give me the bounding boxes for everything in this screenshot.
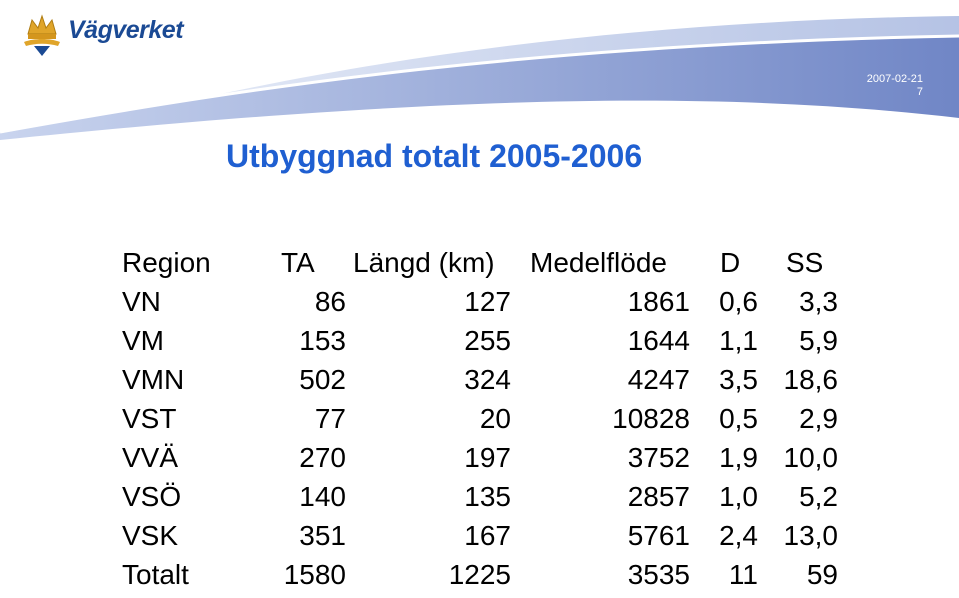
brand-logo-text: Vägverket: [68, 16, 184, 44]
crown-logo-icon: [20, 12, 64, 56]
cell-length: 127: [464, 286, 511, 317]
column-header-ta: TA: [281, 247, 315, 278]
cell-flow: 1644: [627, 325, 690, 356]
table-row: [0, 480, 959, 520]
cell-flow: 3535: [627, 559, 690, 590]
cell-ss: 13,0: [783, 520, 838, 551]
cell-ta: 153: [299, 325, 346, 356]
cell-region: VM: [122, 325, 164, 356]
column-header-flow: Medelflöde: [530, 247, 667, 278]
table-row: [0, 363, 959, 403]
cell-d: 2,4: [719, 520, 758, 551]
cell-region: VST: [122, 403, 177, 434]
cell-length: 324: [464, 364, 511, 395]
table-row: [0, 285, 959, 325]
cell-flow: 2857: [627, 481, 690, 512]
cell-ss: 10,0: [783, 442, 838, 473]
table-header-row: [0, 246, 959, 286]
column-header-length: Längd (km): [353, 247, 495, 278]
cell-region: VSÖ: [122, 481, 182, 512]
cell-length: 20: [479, 403, 511, 434]
cell-length: 197: [464, 442, 511, 473]
page-title: Utbyggnad totalt 2005-2006: [226, 138, 643, 174]
cell-flow: 4247: [627, 364, 690, 395]
cell-length: 1225: [448, 559, 511, 590]
cell-region: Totalt: [122, 559, 189, 590]
cell-ss: 59: [806, 559, 838, 590]
cell-ta: 1580: [283, 559, 346, 590]
cell-flow: 5761: [627, 520, 690, 551]
cell-ta: 351: [299, 520, 346, 551]
cell-ss: 5,9: [799, 325, 838, 356]
cell-ss: 2,9: [799, 403, 838, 434]
table-row: [0, 558, 959, 598]
table-row: [0, 324, 959, 364]
column-header-ss: SS: [786, 247, 824, 278]
cell-flow: 10828: [612, 403, 690, 434]
cell-region: VMN: [122, 364, 185, 395]
cell-d: 0,5: [719, 403, 758, 434]
table-row: [0, 519, 959, 559]
slide-date: 2007-02-21: [866, 73, 923, 85]
cell-ta: 77: [314, 403, 346, 434]
column-header-region: Region: [122, 247, 211, 278]
cell-region: VSK: [122, 520, 179, 551]
cell-ta: 502: [299, 364, 346, 395]
cell-region: VVÄ: [122, 442, 179, 473]
cell-ss: 3,3: [799, 286, 838, 317]
cell-d: 3,5: [719, 364, 758, 395]
cell-ss: 18,6: [783, 364, 838, 395]
cell-ta: 86: [314, 286, 346, 317]
cell-ta: 270: [299, 442, 346, 473]
cell-flow: 3752: [627, 442, 690, 473]
cell-length: 167: [464, 520, 511, 551]
cell-d: 1,1: [719, 325, 758, 356]
cell-region: VN: [122, 286, 161, 317]
cell-length: 255: [464, 325, 511, 356]
table-row: [0, 402, 959, 442]
cell-d: 1,0: [719, 481, 758, 512]
cell-length: 135: [464, 481, 511, 512]
cell-d: 11: [728, 559, 758, 590]
cell-d: 1,9: [719, 442, 758, 473]
cell-ss: 5,2: [799, 481, 838, 512]
cell-flow: 1861: [627, 286, 690, 317]
slide-page-number: 7: [916, 86, 923, 98]
cell-ta: 140: [299, 481, 346, 512]
header-banner: [0, 0, 959, 140]
table-row: [0, 441, 959, 481]
column-header-d: D: [720, 247, 741, 278]
cell-d: 0,6: [719, 286, 758, 317]
